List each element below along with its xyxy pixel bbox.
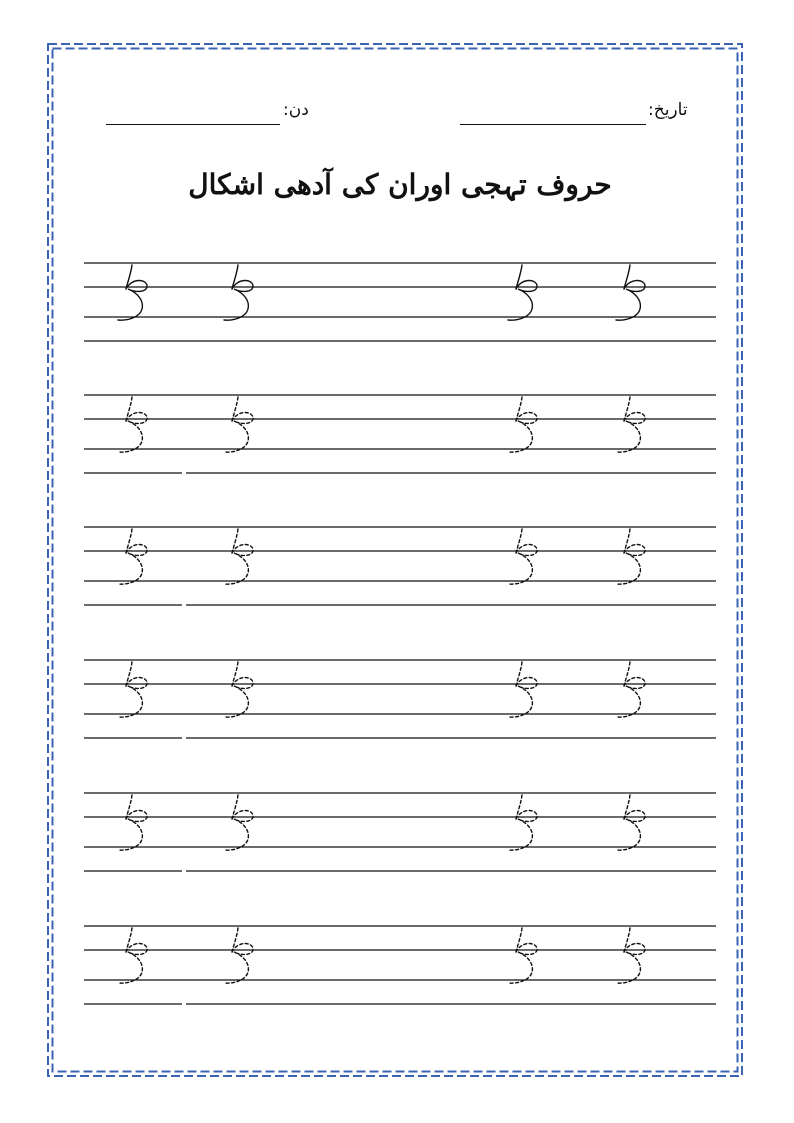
trace-letter-tah bbox=[118, 662, 147, 717]
trace-letter-tah bbox=[224, 662, 253, 717]
worksheet-title: حروف تہجی اوران کی آدھی اشکال bbox=[188, 168, 612, 201]
trace-letter-tah bbox=[508, 795, 537, 850]
trace-letter-tah bbox=[118, 529, 147, 584]
model-letter-tah bbox=[224, 265, 253, 320]
trace-letter-tah bbox=[616, 928, 645, 983]
trace-letter-tah bbox=[508, 397, 537, 452]
trace-letter-tah bbox=[508, 529, 537, 584]
trace-letter-tah bbox=[616, 397, 645, 452]
trace-letter-tah bbox=[508, 662, 537, 717]
model-letter-tah bbox=[616, 265, 645, 320]
model-letter-tah bbox=[508, 265, 537, 320]
trace-letter-tah bbox=[508, 928, 537, 983]
trace-letter-tah bbox=[224, 397, 253, 452]
trace-letter-tah bbox=[224, 795, 253, 850]
trace-letter-tah bbox=[118, 397, 147, 452]
trace-letter-tah bbox=[118, 795, 147, 850]
date-label: تاریخ: bbox=[648, 100, 688, 120]
trace-letter-tah bbox=[616, 662, 645, 717]
model-letter-tah bbox=[118, 265, 147, 320]
trace-letter-tah bbox=[118, 928, 147, 983]
trace-letter-tah bbox=[224, 529, 253, 584]
trace-letter-tah bbox=[616, 529, 645, 584]
trace-letter-tah bbox=[616, 795, 645, 850]
trace-letter-tah bbox=[224, 928, 253, 983]
day-label: دن: bbox=[283, 100, 309, 120]
